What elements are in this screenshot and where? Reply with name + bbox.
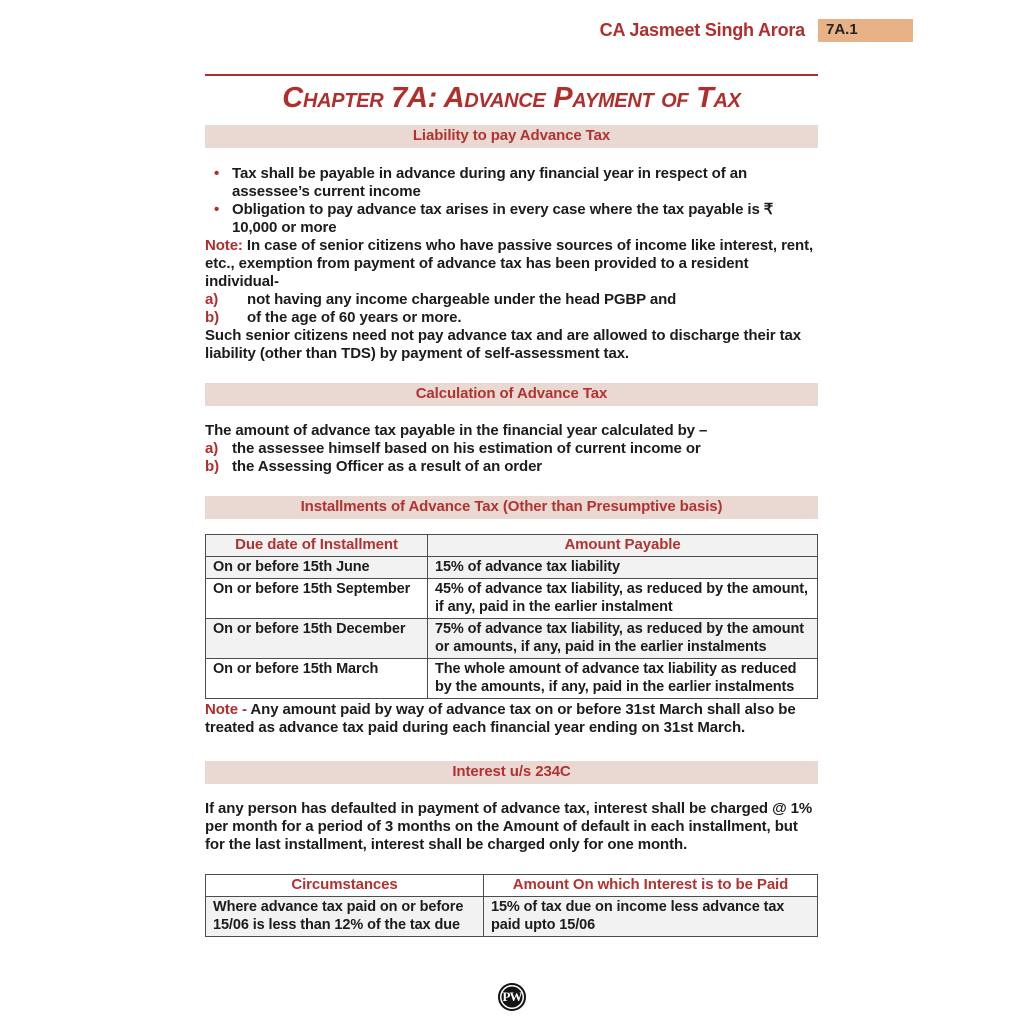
note-text: Any amount paid by way of advance tax on or before 31st March shall also be treated as advance tax paid during each financial year ending on 31st March.: [205, 701, 796, 736]
point-label: a): [205, 440, 219, 457]
table-cell: On or before 15th December: [206, 619, 428, 659]
section-banner-installments: Installments of Advance Tax (Other than Presumptive basis): [205, 496, 818, 519]
table-row: [206, 579, 818, 619]
interest-table: [205, 874, 818, 937]
table-cell: 15% of tax due on income less advance tax paid upto 15/06: [484, 897, 818, 937]
table-header-row: [206, 535, 818, 557]
point-label: a): [205, 291, 219, 308]
author-name: CA Jasmeet Singh Arora: [599, 20, 805, 40]
table-row: [206, 557, 818, 579]
table-header-cell: Amount On which Interest is to be Paid: [484, 875, 818, 897]
table-row: [206, 619, 818, 659]
liability-point-b: [205, 309, 818, 327]
point-text: not having any income chargeable under the head PGBP and: [247, 291, 677, 308]
point-text: the Assessing Officer as a result of an order: [232, 458, 543, 475]
liability-bullet-list: [205, 165, 818, 237]
page-number-badge: 7A.1: [818, 19, 913, 42]
point-text: the assessee himself based on his estimation of current income or: [232, 440, 701, 457]
table-cell: On or before 15th March: [206, 659, 428, 699]
table-header-row: [206, 875, 818, 897]
title-rule: [205, 74, 818, 76]
table-row: [206, 897, 818, 937]
table-cell: 15% of advance tax liability: [428, 557, 818, 579]
table-header-cell: Amount Payable: [428, 535, 818, 557]
note-text: In case of senior citizens who have passive sources of income like interest, rent, etc., exemption from payment of advance tax has been provided to a resident individual-: [205, 237, 814, 290]
calculation-point-b: [205, 458, 818, 476]
note-label: Note:: [205, 237, 243, 254]
pw-logo-text: PW: [502, 989, 522, 1004]
table-cell: The whole amount of advance tax liability as reduced by the amounts, if any, paid in the earlier instalments: [428, 659, 818, 699]
table-header-cell: Circumstances: [206, 875, 484, 897]
point-label: b): [205, 458, 219, 475]
senior-citizen-note: [205, 237, 818, 291]
page-header: [0, 19, 913, 42]
calculation-intro: The amount of advance tax payable in the financial year calculated by –: [205, 422, 708, 439]
table-header-cell: Due date of Installment: [206, 535, 428, 557]
note-label: Note -: [205, 701, 251, 718]
liability-closing-text: Such senior citizens need not pay advance tax and are allowed to discharge their tax liability (other than TDS) by payment of self-assessment tax.: [205, 327, 801, 362]
bullet-item: • Tax shall be payable in advance during any financial year in respect of an assessee’s current income: [205, 165, 818, 201]
table-cell: 45% of advance tax liability, as reduced by the amount, if any, paid in the earlier instalment: [428, 579, 818, 619]
interest-paragraph: If any person has defaulted in payment of advance tax, interest shall be charged @ 1% per month for a period of 3 months on the Amount of default in each installment, but for the last installment, interest shall be charged only for one month.: [205, 800, 813, 853]
point-text: of the age of 60 years or more.: [247, 309, 462, 326]
table-row: [206, 659, 818, 699]
installments-table-note: [205, 701, 818, 737]
table-cell: 75% of advance tax liability, as reduced by the amount or amounts, if any, paid in the earlier instalments: [428, 619, 818, 659]
section-banner-calculation: Calculation of Advance Tax: [205, 383, 818, 406]
table-cell: On or before 15th September: [206, 579, 428, 619]
pw-logo: [498, 983, 526, 1011]
page-title: Chapter 7A: Advance Payment of Tax: [282, 82, 741, 114]
section-banner-liability: Liability to pay Advance Tax: [205, 125, 818, 148]
document-content: [205, 0, 818, 937]
bullet-item: • Obligation to pay advance tax arises in every case where the tax payable is ₹ 10,000 or more: [205, 201, 818, 237]
table-cell: On or before 15th June: [206, 557, 428, 579]
section-banner-interest: Interest u/s 234C: [205, 761, 818, 784]
calculation-point-a: [205, 440, 818, 458]
liability-point-a: [205, 291, 818, 309]
installments-table: [205, 534, 818, 699]
table-cell: Where advance tax paid on or before 15/06 is less than 12% of the tax due: [206, 897, 484, 937]
point-label: b): [205, 309, 219, 326]
